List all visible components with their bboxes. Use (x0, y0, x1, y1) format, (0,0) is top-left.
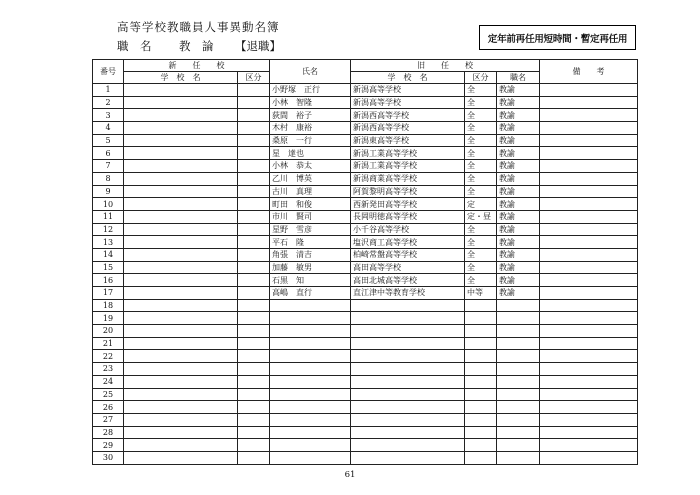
old-school-cell: 新潟西高等学校 (351, 109, 465, 122)
old-division-cell (465, 451, 497, 464)
old-school-cell: 新潟東高等学校 (351, 134, 465, 147)
old-division-cell: 全 (465, 96, 497, 109)
new-school-cell (124, 325, 238, 338)
row-number: 21 (93, 337, 124, 350)
table-row (93, 122, 638, 135)
old-division-cell (465, 350, 497, 363)
remarks-cell (540, 96, 638, 109)
new-division-cell (238, 198, 270, 211)
name-cell (270, 325, 351, 338)
new-division-cell (238, 160, 270, 173)
new-school-cell (124, 401, 238, 414)
old-title-cell (497, 312, 540, 325)
old-division-cell: 中等 (465, 287, 497, 300)
old-title-cell: 教諭 (497, 84, 540, 97)
old-school-cell (351, 388, 465, 401)
row-number: 20 (93, 325, 124, 338)
document-title: 高等学校教職員人事異動名簿 (117, 20, 280, 34)
new-school-cell (124, 210, 238, 223)
new-division-cell (238, 147, 270, 160)
old-title-cell: 教諭 (497, 172, 540, 185)
name-cell (270, 401, 351, 414)
old-title-cell (497, 337, 540, 350)
new-school-cell (124, 426, 238, 439)
remarks-cell (540, 248, 638, 261)
new-division-cell (238, 413, 270, 426)
old-title-cell: 教諭 (497, 198, 540, 211)
old-division-cell: 全 (465, 248, 497, 261)
old-school-cell: 新潟高等学校 (351, 96, 465, 109)
row-number: 25 (93, 388, 124, 401)
remarks-cell (540, 172, 638, 185)
row-number: 7 (93, 160, 124, 173)
remarks-cell (540, 122, 638, 135)
new-school-cell (124, 312, 238, 325)
row-number: 29 (93, 439, 124, 452)
remarks-cell (540, 287, 638, 300)
old-title-cell: 教諭 (497, 261, 540, 274)
new-school-cell (124, 363, 238, 376)
old-division-cell (465, 413, 497, 426)
old-title-cell: 教諭 (497, 210, 540, 223)
row-number: 3 (93, 109, 124, 122)
old-school-cell: 塩沢商工高等学校 (351, 236, 465, 249)
page-number: 61 (344, 470, 356, 480)
old-title-cell: 教諭 (497, 96, 540, 109)
row-number: 17 (93, 287, 124, 300)
name-cell: 小野塚 正行 (270, 84, 351, 97)
old-division-cell (465, 439, 497, 452)
remarks-cell (540, 312, 638, 325)
new-division-cell (238, 96, 270, 109)
name-cell (270, 312, 351, 325)
old-division-cell (465, 426, 497, 439)
name-cell (270, 350, 351, 363)
header-new-division: 区分 (238, 72, 270, 84)
table-row (93, 172, 638, 185)
name-cell: 荻間 裕子 (270, 109, 351, 122)
row-number: 5 (93, 134, 124, 147)
new-school-cell (124, 96, 238, 109)
old-title-cell (497, 426, 540, 439)
remarks-cell (540, 84, 638, 97)
new-school-cell (124, 248, 238, 261)
header-old-division: 区分 (465, 72, 497, 84)
table-row (93, 109, 638, 122)
new-school-cell (124, 337, 238, 350)
old-school-cell: 新潟高等学校 (351, 84, 465, 97)
old-school-cell (351, 350, 465, 363)
old-school-cell: 高田北城高等学校 (351, 274, 465, 287)
old-school-cell (351, 375, 465, 388)
old-title-cell: 教諭 (497, 122, 540, 135)
name-cell: 小林 智隆 (270, 96, 351, 109)
new-division-cell (238, 426, 270, 439)
remarks-cell (540, 147, 638, 160)
new-school-cell (124, 350, 238, 363)
old-title-cell: 教諭 (497, 274, 540, 287)
old-division-cell (465, 312, 497, 325)
remarks-cell (540, 337, 638, 350)
new-division-cell (238, 172, 270, 185)
table-row (93, 375, 638, 388)
new-school-cell (124, 375, 238, 388)
old-school-cell: 新潟工業高等学校 (351, 160, 465, 173)
table-body (93, 84, 638, 465)
old-division-cell: 全 (465, 223, 497, 236)
old-title-cell: 教諭 (497, 248, 540, 261)
old-division-cell: 全 (465, 147, 497, 160)
row-number: 15 (93, 261, 124, 274)
row-number: 23 (93, 363, 124, 376)
table-row (93, 210, 638, 223)
name-cell: 星野 雪彦 (270, 223, 351, 236)
new-school-cell (124, 84, 238, 97)
table-row (93, 413, 638, 426)
remarks-cell (540, 325, 638, 338)
new-division-cell (238, 375, 270, 388)
remarks-cell (540, 363, 638, 376)
table-row (93, 426, 638, 439)
header-number: 番号 (93, 60, 124, 84)
personnel-table (92, 59, 638, 465)
old-division-cell: 全 (465, 134, 497, 147)
old-school-cell (351, 439, 465, 452)
old-school-cell (351, 413, 465, 426)
header-old-title: 職名 (497, 72, 540, 84)
new-school-cell (124, 439, 238, 452)
new-division-cell (238, 248, 270, 261)
old-title-cell (497, 401, 540, 414)
table-row (93, 84, 638, 97)
old-title-cell (497, 325, 540, 338)
name-cell (270, 451, 351, 464)
old-title-cell (497, 363, 540, 376)
new-division-cell (238, 337, 270, 350)
new-school-cell (124, 287, 238, 300)
row-number: 1 (93, 84, 124, 97)
remarks-cell (540, 109, 638, 122)
old-school-cell: 小千谷高等学校 (351, 223, 465, 236)
old-division-cell: 全 (465, 274, 497, 287)
old-title-cell: 教諭 (497, 147, 540, 160)
table-row (93, 185, 638, 198)
old-division-cell (465, 325, 497, 338)
header-old-school: 学 校 名 (351, 72, 465, 84)
new-school-cell (124, 236, 238, 249)
remarks-cell (540, 134, 638, 147)
name-cell: 乙川 博英 (270, 172, 351, 185)
name-cell (270, 413, 351, 426)
old-title-cell (497, 439, 540, 452)
old-school-cell: 阿賀黎明高等学校 (351, 185, 465, 198)
table-row (93, 274, 638, 287)
table-row (93, 363, 638, 376)
table-row (93, 236, 638, 249)
row-number: 19 (93, 312, 124, 325)
row-number: 14 (93, 248, 124, 261)
row-number: 22 (93, 350, 124, 363)
name-cell: 角張 清吉 (270, 248, 351, 261)
old-division-cell (465, 337, 497, 350)
row-number: 24 (93, 375, 124, 388)
old-school-cell: 新潟西高等学校 (351, 122, 465, 135)
old-title-cell: 教諭 (497, 185, 540, 198)
old-division-cell (465, 375, 497, 388)
name-cell (270, 439, 351, 452)
header-remarks: 備 考 (540, 60, 638, 84)
name-cell: 木村 康裕 (270, 122, 351, 135)
old-title-cell: 教諭 (497, 109, 540, 122)
row-number: 4 (93, 122, 124, 135)
row-number: 2 (93, 96, 124, 109)
new-school-cell (124, 223, 238, 236)
old-school-cell (351, 337, 465, 350)
new-division-cell (238, 84, 270, 97)
row-number: 10 (93, 198, 124, 211)
table-row (93, 312, 638, 325)
old-title-cell: 教諭 (497, 287, 540, 300)
row-number: 18 (93, 299, 124, 312)
old-division-cell (465, 401, 497, 414)
new-division-cell (238, 350, 270, 363)
table-row (93, 223, 638, 236)
name-cell (270, 363, 351, 376)
old-title-cell (497, 375, 540, 388)
new-division-cell (238, 274, 270, 287)
category-tag: 【退職】 (235, 39, 281, 53)
name-cell: 小林 恭太 (270, 160, 351, 173)
row-number: 9 (93, 185, 124, 198)
category-label: 職 名 (117, 39, 152, 53)
new-school-cell (124, 274, 238, 287)
name-cell: 石黒 知 (270, 274, 351, 287)
remarks-cell (540, 185, 638, 198)
new-school-cell (124, 134, 238, 147)
remarks-cell (540, 426, 638, 439)
row-number: 12 (93, 223, 124, 236)
new-school-cell (124, 185, 238, 198)
old-division-cell: 全 (465, 261, 497, 274)
new-division-cell (238, 210, 270, 223)
old-division-cell: 全 (465, 109, 497, 122)
old-division-cell: 全 (465, 236, 497, 249)
table-row (93, 388, 638, 401)
old-school-cell (351, 299, 465, 312)
table-row (93, 350, 638, 363)
remarks-cell (540, 350, 638, 363)
name-cell: 古川 真理 (270, 185, 351, 198)
new-school-cell (124, 172, 238, 185)
new-school-cell (124, 198, 238, 211)
new-division-cell (238, 312, 270, 325)
row-number: 27 (93, 413, 124, 426)
old-title-cell: 教諭 (497, 236, 540, 249)
remarks-cell (540, 223, 638, 236)
table-row (93, 248, 638, 261)
old-division-cell: 全 (465, 172, 497, 185)
old-school-cell: 長岡明徳高等学校 (351, 210, 465, 223)
new-division-cell (238, 236, 270, 249)
row-number: 26 (93, 401, 124, 414)
new-division-cell (238, 287, 270, 300)
remarks-cell (540, 401, 638, 414)
remarks-cell (540, 413, 638, 426)
header-name: 氏名 (270, 60, 351, 84)
new-school-cell (124, 122, 238, 135)
remarks-cell (540, 210, 638, 223)
old-division-cell: 定・昼 (465, 210, 497, 223)
old-school-cell (351, 312, 465, 325)
new-division-cell (238, 109, 270, 122)
name-cell: 加藤 敏男 (270, 261, 351, 274)
row-number: 16 (93, 274, 124, 287)
old-school-cell (351, 363, 465, 376)
remarks-cell (540, 198, 638, 211)
name-cell: 星 達也 (270, 147, 351, 160)
new-division-cell (238, 388, 270, 401)
new-school-cell (124, 413, 238, 426)
name-cell (270, 299, 351, 312)
old-division-cell: 全 (465, 122, 497, 135)
table-row (93, 198, 638, 211)
new-school-cell (124, 261, 238, 274)
remarks-cell (540, 261, 638, 274)
new-division-cell (238, 401, 270, 414)
row-number: 11 (93, 210, 124, 223)
old-division-cell: 全 (465, 84, 497, 97)
table-row (93, 261, 638, 274)
table-row (93, 134, 638, 147)
status-badge: 定年前再任用短時間・暫定再任用 (479, 25, 636, 50)
new-division-cell (238, 325, 270, 338)
table-row (93, 96, 638, 109)
old-title-cell: 教諭 (497, 160, 540, 173)
category-value: 教 論 (179, 39, 214, 53)
old-school-cell: 高田高等学校 (351, 261, 465, 274)
old-title-cell (497, 451, 540, 464)
category-line (117, 38, 281, 54)
remarks-cell (540, 439, 638, 452)
header-new-post: 新 任 校 (124, 60, 270, 72)
remarks-cell (540, 375, 638, 388)
old-title-cell: 教諭 (497, 223, 540, 236)
header-old-post: 旧 任 校 (351, 60, 540, 72)
old-school-cell: 直江津中等教育学校 (351, 287, 465, 300)
remarks-cell (540, 160, 638, 173)
old-school-cell: 柏崎常盤高等学校 (351, 248, 465, 261)
table-row (93, 451, 638, 464)
remarks-cell (540, 451, 638, 464)
name-cell: 町田 和俊 (270, 198, 351, 211)
remarks-cell (540, 236, 638, 249)
header-new-school: 学 校 名 (124, 72, 238, 84)
table-row (93, 439, 638, 452)
old-title-cell (497, 350, 540, 363)
table-row (93, 337, 638, 350)
old-school-cell (351, 401, 465, 414)
table-row (93, 287, 638, 300)
name-cell (270, 388, 351, 401)
new-school-cell (124, 109, 238, 122)
remarks-cell (540, 274, 638, 287)
row-number: 6 (93, 147, 124, 160)
remarks-cell (540, 299, 638, 312)
old-school-cell: 新潟商業高等学校 (351, 172, 465, 185)
old-school-cell (351, 325, 465, 338)
name-cell (270, 337, 351, 350)
new-division-cell (238, 185, 270, 198)
old-title-cell (497, 388, 540, 401)
new-school-cell (124, 451, 238, 464)
new-division-cell (238, 439, 270, 452)
new-division-cell (238, 299, 270, 312)
old-division-cell (465, 299, 497, 312)
remarks-cell (540, 388, 638, 401)
new-division-cell (238, 122, 270, 135)
old-school-cell (351, 451, 465, 464)
new-division-cell (238, 223, 270, 236)
new-division-cell (238, 134, 270, 147)
name-cell: 高嶋 直行 (270, 287, 351, 300)
table-row (93, 147, 638, 160)
row-number: 8 (93, 172, 124, 185)
name-cell: 市川 賢司 (270, 210, 351, 223)
new-school-cell (124, 299, 238, 312)
old-title-cell (497, 299, 540, 312)
new-school-cell (124, 388, 238, 401)
table-row (93, 325, 638, 338)
row-number: 13 (93, 236, 124, 249)
name-cell: 平石 隆 (270, 236, 351, 249)
name-cell (270, 375, 351, 388)
new-division-cell (238, 363, 270, 376)
old-school-cell: 新潟工業高等学校 (351, 147, 465, 160)
table-row (93, 160, 638, 173)
name-cell: 桑原 一行 (270, 134, 351, 147)
old-division-cell: 全 (465, 160, 497, 173)
row-number: 30 (93, 451, 124, 464)
new-division-cell (238, 261, 270, 274)
old-school-cell: 西新発田高等学校 (351, 198, 465, 211)
table-row (93, 299, 638, 312)
table-row (93, 401, 638, 414)
new-school-cell (124, 160, 238, 173)
old-division-cell: 全 (465, 185, 497, 198)
name-cell (270, 426, 351, 439)
old-division-cell (465, 388, 497, 401)
old-title-cell (497, 413, 540, 426)
new-school-cell (124, 147, 238, 160)
row-number: 28 (93, 426, 124, 439)
old-school-cell (351, 426, 465, 439)
new-division-cell (238, 451, 270, 464)
old-division-cell (465, 363, 497, 376)
old-title-cell: 教諭 (497, 134, 540, 147)
old-division-cell: 定 (465, 198, 497, 211)
